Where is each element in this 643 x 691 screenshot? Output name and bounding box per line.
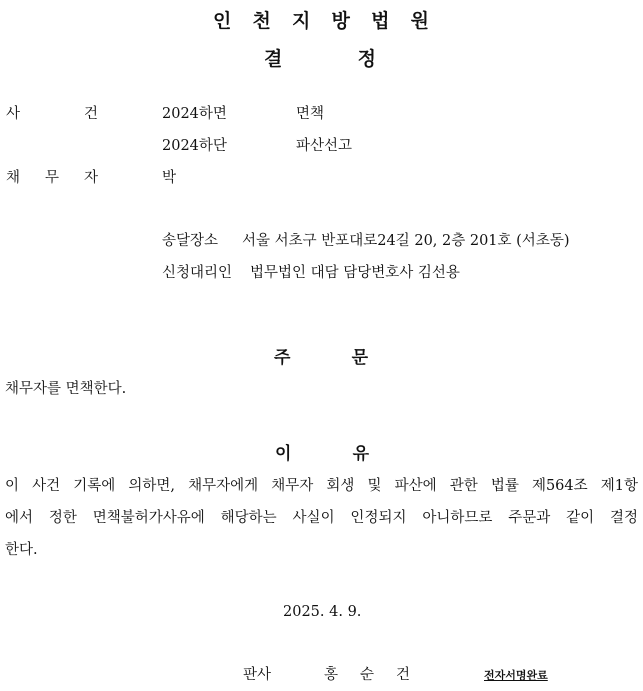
court-name-char: 천 <box>252 10 271 32</box>
court-name-char: 지 <box>292 10 311 32</box>
case-number: 2024하면 <box>162 106 227 122</box>
service-address: 서울 서초구 반포대로24길 20, 2층 201호 (서초동) <box>242 233 570 249</box>
court-name-char: 방 <box>331 10 350 32</box>
judge-name: 홍 순 건 <box>324 667 410 683</box>
order-heading: 주 문 <box>274 348 368 368</box>
order-text: 채무자를 면책한다. <box>5 381 127 397</box>
document-type <box>264 44 376 71</box>
document-type-char: 결 <box>264 48 283 70</box>
court-name-char: 원 <box>410 10 429 32</box>
judge-title: 판사 <box>243 667 272 683</box>
case-name: 면책 <box>296 106 325 122</box>
court-name <box>213 6 429 33</box>
document-type-char: 정 <box>357 48 376 70</box>
agent: 법무법인 대담 담당변호사 김선용 <box>250 265 460 281</box>
agent-label: 신청대리인 <box>162 265 233 281</box>
reasons-line: 에서 정한 면책불허가사유에 해당하는 사실이 인정되지 아니하므로 주문과 같이 결정 <box>5 510 638 526</box>
debtor-name: 박 <box>162 170 177 186</box>
case-number: 2024하단 <box>162 138 227 154</box>
reasons-heading: 이 유 <box>275 444 369 464</box>
e-signature-stamp: 전자서명완료 <box>484 669 548 682</box>
reasons-line: 한다. <box>5 542 38 558</box>
reasons-line: 이 사건 기록에 의하면, 채무자에게 채무자 회생 및 파산에 관한 법률 제564조 제1항 <box>5 478 638 494</box>
case-label: 사 건 <box>6 106 98 122</box>
case-name: 파산선고 <box>296 138 353 154</box>
debtor-label: 채 무 자 <box>6 170 98 186</box>
service-address-label: 송달장소 <box>162 233 219 249</box>
decision-date: 2025. 4. 9. <box>283 604 362 620</box>
court-name-char: 인 <box>213 10 232 32</box>
court-name-char: 법 <box>371 10 390 32</box>
